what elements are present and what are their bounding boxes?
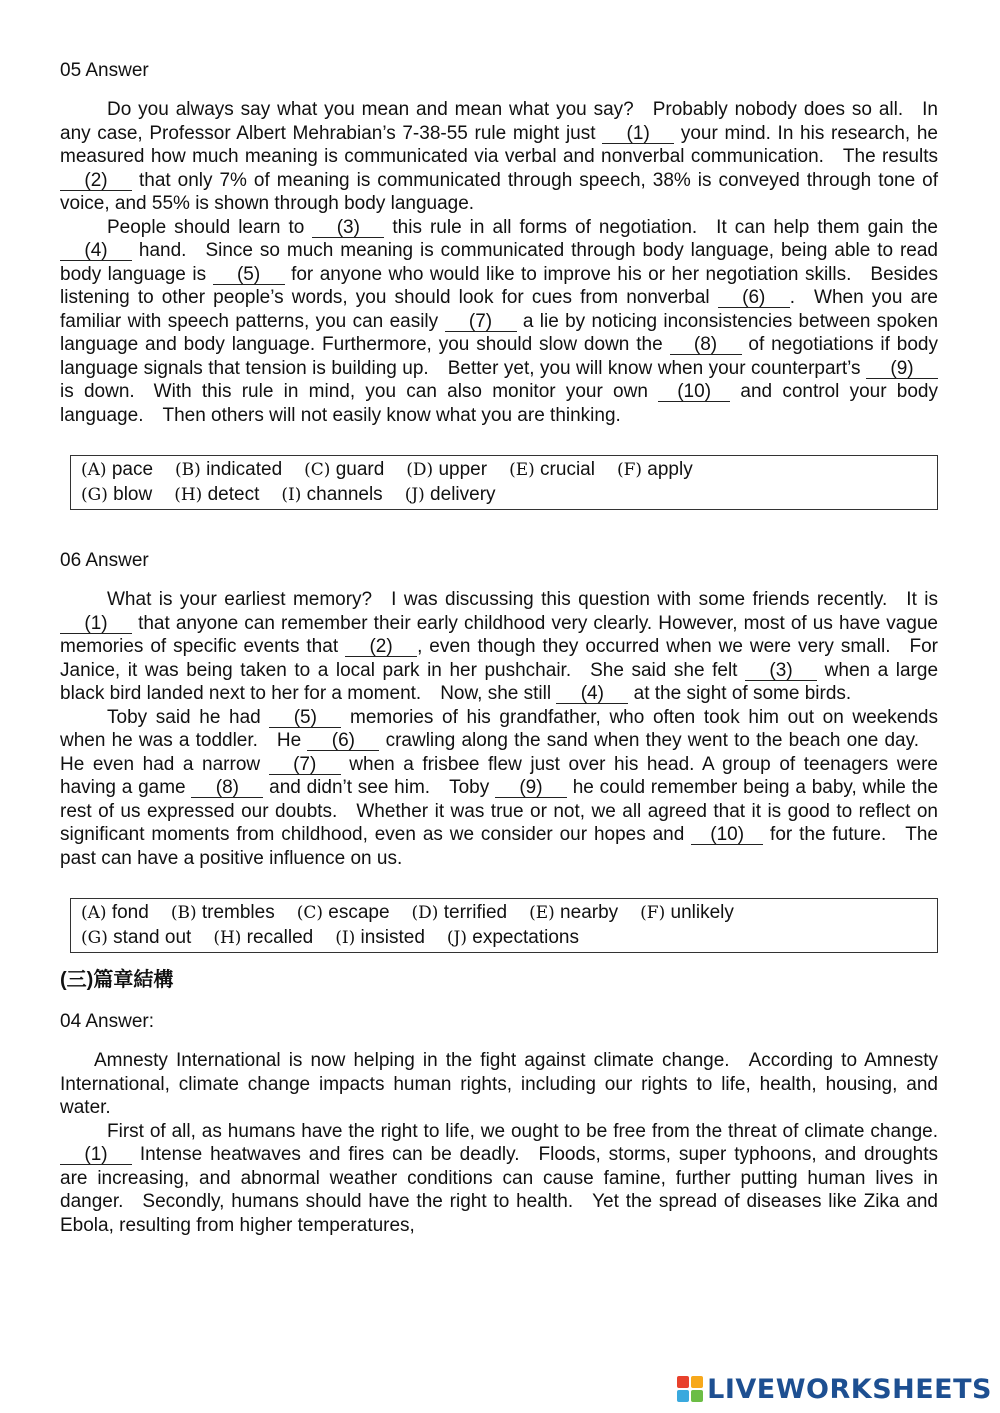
paragraph-text: crawling along the sand when they went to the beach one day. He even had a narrow [60,730,938,775]
logo-square-green [691,1390,703,1402]
logo-square-red [677,1376,689,1388]
word-bank-option-word: delivery [424,483,496,505]
paragraph-text: hand. Since so much meaning is communicated through body language, being able to read body language is [60,240,938,285]
paragraph-text: Do you always say what you mean and mean what you say? Probably nobody does so all. In any case, Professor Albert Mehrabian’s 7-38-55 rule might just [60,99,938,144]
answer-blank[interactable]: (3) [745,661,817,681]
word-bank-option [304,458,384,483]
answer-blank[interactable]: (4) [556,684,628,704]
logo-square-orange [691,1376,703,1388]
word-bank-option-letter: (J) [446,927,468,948]
paragraph-text: your mind. In his research, he measured how much meaning is communicated via verbal and nonverbal communication. The results [60,122,938,167]
paragraph-text: and control your body language. Then others will not easily know what you are thinking. [60,381,939,426]
answer-blank[interactable]: (10) [691,825,763,845]
section-06-word-bank [70,898,938,953]
section-06-paragraph-2 [60,706,938,871]
word-bank-option-word: expectations [467,926,579,948]
answer-blank[interactable]: (3) [312,218,384,238]
answer-blank[interactable]: (8) [191,778,263,798]
word-bank-option-word: crucial [534,459,595,480]
answer-blank[interactable]: (2) [345,637,417,657]
answer-blank[interactable]: (7) [269,755,341,775]
word-bank-option [81,926,191,951]
section-heading-structure: (三)篇章結構 [60,969,174,991]
answer-blank[interactable]: (6) [307,731,379,751]
word-bank-option-word: blow [107,483,153,505]
answer-blank[interactable]: (1) [60,614,132,634]
word-bank-option-word: recalled [241,926,314,948]
paragraph-text: People should learn to [107,216,313,238]
word-bank-option-letter: (J) [404,484,425,505]
word-bank-option [617,458,693,483]
word-bank-option-word: indicated [200,459,283,480]
word-bank-option [81,483,152,508]
word-bank-option-word: trembles [196,902,275,923]
word-bank-option-letter: (G) [81,927,108,948]
section-06-paragraph-1 [60,588,938,706]
section-04-title: 04 Answer: [60,1011,154,1032]
section-04-paragraph-2 [60,1120,938,1238]
word-bank-option-word: detect [202,483,260,505]
word-bank-option [412,901,508,926]
word-bank-option-letter: (E) [529,903,555,923]
word-bank-option-letter: (H) [174,484,203,505]
word-bank-option-letter: (A) [81,460,107,480]
paragraph-text: is down. With this rule in mind, you can also monitor your own [60,381,659,402]
paragraph-text: when a large black bird landed next to her for a moment. Now, she still [60,659,939,704]
paragraph-text: memories of his grandfather, who often took him out on weekends when he was a toddler. He [60,706,938,751]
section-06-title: 06 Answer [60,550,149,571]
answer-blank[interactable]: (4) [60,241,132,261]
answer-blank[interactable]: (1) [60,1145,132,1165]
word-bank-option-letter: (A) [81,903,107,923]
paragraph-text: Toby said he had [107,706,270,728]
word-bank-option [174,483,259,508]
word-bank-option-word: escape [323,902,390,923]
paragraph-text: , even though they occurred when we were very small. For Janice, it was being taken to a local park in her pushchair. She said she felt [60,636,938,681]
paragraph-text: at the sight of some birds. [628,683,852,704]
word-bank-option [213,926,313,951]
answer-blank[interactable]: (9) [866,359,938,379]
word-bank-option-word: channels [301,483,383,505]
liveworksheets-logo-icon [677,1376,703,1402]
word-bank-option-word: apply [642,459,693,480]
word-bank-option-letter: (I) [281,484,302,505]
word-bank-option [405,483,496,508]
word-bank-option-word: terrified [438,902,508,923]
word-bank-option [509,458,595,483]
paragraph-text: Amnesty International is now helping in the fight against climate change. According to Amnesty International, climate change impacts human rights, including our rights to life, health, housing, and water. [60,1050,938,1118]
paragraph-text: this rule in all forms of negotiation. It can help them gain the [384,216,938,238]
word-bank-option-letter: (H) [213,927,242,948]
word-bank-option [81,458,153,483]
paragraph-text: . When you are familiar with speech patterns, you can easily [60,287,938,332]
word-bank-option-word: pace [106,459,154,480]
section-04-paragraph-1 [60,1049,938,1120]
word-bank-option-letter: (D) [411,903,439,923]
word-bank-option [406,458,487,483]
answer-blank[interactable]: (1) [602,124,674,144]
liveworksheets-logo-text: LIVEWORKSHEETS [707,1373,992,1405]
paragraph-text: First of all, as humans have the right to life, we ought to be free from the threat of climate change. [107,1120,938,1142]
word-bank-option-word: fond [106,902,149,923]
word-bank-option [529,901,618,926]
answer-blank[interactable]: (10) [658,382,730,402]
answer-blank[interactable]: (5) [213,265,285,285]
word-bank-option [171,901,275,926]
answer-blank[interactable]: (7) [445,312,517,332]
word-bank-option-letter: (F) [616,460,643,480]
paragraph-text: when a frisbee flew just over his head. A group of teenagers were having a game [60,753,939,798]
paragraph-text: What is your earliest memory? I was discussing this question with some friends recently. It is [107,589,938,610]
word-bank-option-letter: (B) [170,903,197,923]
answer-blank[interactable]: (9) [495,778,567,798]
word-bank-option [81,901,149,926]
word-bank-option-letter: (F) [640,903,666,923]
word-bank-option [281,483,382,508]
paragraph-text: he could remember being a baby, while the rest of us expressed our doubts. Whether it was true or not, we all agreed that it is good to reflect on significant moments from childhood, even as we consider our hopes and [60,777,939,845]
word-bank-option [297,901,390,926]
paragraph-text: Intense heatwaves and fires can be deadly. Floods, storms, super typhoons, and droughts are increasing, and abnormal weather conditions can cause famine, further putting human lives in danger. Secondly, humans should have the right to health. Yet the spread of diseases like Zika and Ebola, resulting from higher temperatures, [60,1144,938,1236]
word-bank-option-letter: (C) [304,460,331,480]
section-05-paragraph-2 [60,216,938,428]
word-bank-option-word: guard [330,459,385,480]
word-bank-option [640,901,734,926]
section-05-paragraph-1 [60,98,938,216]
answer-blank[interactable]: (8) [670,335,742,355]
word-bank-option-letter: (I) [335,927,356,948]
section-05-title: 05 Answer [60,60,149,81]
word-bank-option [175,458,282,483]
section-05-word-bank [70,455,938,510]
paragraph-text: for anyone who would like to improve his or her negotiation skills. Besides listening to other people’s words, you should look for cues from nonverbal [60,263,938,308]
worksheet-page [60,56,938,1237]
word-bank-option [335,926,425,951]
paragraph-text: for the future. The past can have a positive influence on us. [60,824,938,869]
word-bank-option-word: insisted [355,926,425,948]
liveworksheets-logo[interactable] [677,1373,992,1405]
answer-blank[interactable]: (5) [269,708,341,728]
word-bank-option [447,926,579,951]
paragraph-text: that only 7% of meaning is communicated through speech, 38% is conveyed through tone of voice, and 55% is shown through body language. [60,169,938,214]
word-bank-option-letter: (B) [175,460,201,480]
word-bank-option-letter: (D) [406,460,434,480]
logo-square-blue [677,1390,689,1402]
paragraph-text: and didn’t see him. Toby [263,777,495,798]
word-bank-option-letter: (E) [509,460,535,480]
answer-blank[interactable]: (2) [60,171,132,191]
paragraph-text: that anyone can remember their early childhood very clearly. However, most of us have vague memories of specific events that [60,612,938,657]
word-bank-option-word: unlikely [665,902,734,923]
paragraph-text: of negotiations if body language signals that tension is building up. Better yet, you will know when your counterpart’s [60,334,938,379]
word-bank-option-letter: (G) [81,484,108,505]
answer-blank[interactable]: (6) [718,288,790,308]
paragraph-text: a lie by noticing inconsistencies between spoken language and body language. Furthermore, you should slow down the [60,310,939,355]
word-bank-option-word: upper [433,459,488,480]
word-bank-option-word: nearby [554,902,619,923]
word-bank-option-word: stand out [107,926,192,948]
word-bank-option-letter: (C) [296,903,323,923]
